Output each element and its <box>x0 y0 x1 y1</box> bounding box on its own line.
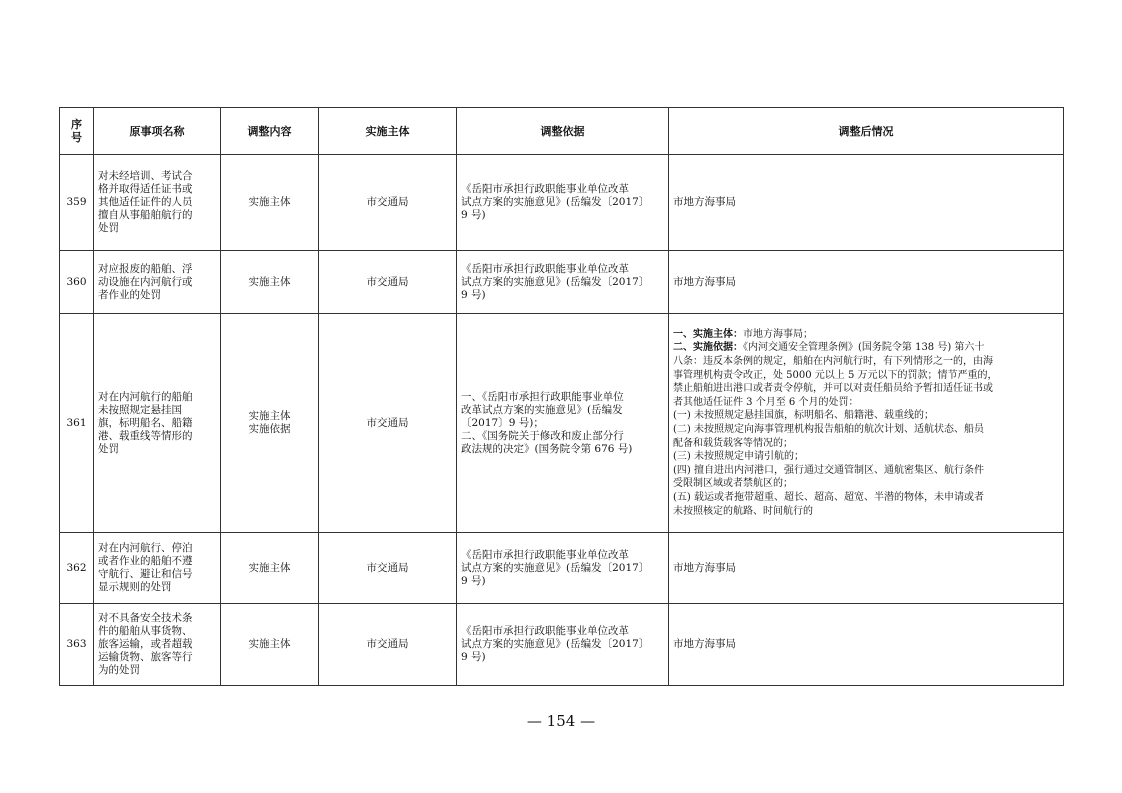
table-row <box>60 251 1064 314</box>
row-name: 对在内河航行的船舶 未按照规定悬挂国 旗，标明船名、船籍 港、载重线等情形的 处罚 <box>94 314 221 533</box>
adjustment-table <box>59 107 1064 686</box>
row-name: 对应报废的船舶、浮 动设施在内河航行或 者作业的处罚 <box>94 251 221 314</box>
row-basis: 一、《岳阳市承担行政职能事业单位 改革试点方案的实施意见》(岳编发 〔2017〕9 号)； 二、《国务院关于修改和废止部分行 政法规的决定》(国务院令第 676 号) <box>457 314 669 533</box>
page-number: — 154 — <box>526 712 596 730</box>
row-seq: 360 <box>60 251 94 314</box>
row-content: 实施主体 <box>221 251 319 314</box>
col-header-after: 调整后情况 <box>669 108 1064 155</box>
row-basis: 《岳阳市承担行政职能事业单位改革 试点方案的实施意见》(岳编发〔2017〕 9 号) <box>457 251 669 314</box>
after-heading-subject: 一、实施主体： <box>673 328 743 340</box>
row-after: 市地方海事局 <box>669 155 1064 251</box>
row-subject: 市交通局 <box>319 155 457 251</box>
row-subject: 市交通局 <box>319 533 457 604</box>
row-content: 实施主体 <box>221 604 319 686</box>
table-row <box>60 533 1064 604</box>
col-header-basis: 调整依据 <box>457 108 669 155</box>
row-name: 对未经培训、考试合 格并取得适任证书或 其他适任证件的人员 擅自从事船舶航行的 处罚 <box>94 155 221 251</box>
table-row <box>60 604 1064 686</box>
col-header-subject: 实施主体 <box>319 108 457 155</box>
row-basis: 《岳阳市承担行政职能事业单位改革 试点方案的实施意见》(岳编发〔2017〕 9 号) <box>457 533 669 604</box>
row-seq: 363 <box>60 604 94 686</box>
col-header-content: 调整内容 <box>221 108 319 155</box>
row-content: 实施主体 <box>221 155 319 251</box>
col-header-name: 原事项名称 <box>94 108 221 155</box>
col-header-seq: 序 号 <box>60 108 94 155</box>
row-seq: 361 <box>60 314 94 533</box>
row-name: 对不具备安全技术条 件的船舶从事货物、 旅客运输，或者超载 运输货物、旅客等行 为的处罚 <box>94 604 221 686</box>
row-after: 市地方海事局 <box>669 251 1064 314</box>
row-subject: 市交通局 <box>319 314 457 533</box>
row-seq: 362 <box>60 533 94 604</box>
row-after-detailed: 一、实施主体：市地方海事局； 二、实施依据：《内河交通安全管理条例》(国务院令第 138 号) 第六十 八条：违反本条例的规定，船舶在内河航行时，有下列情形之一的，由海 事管理机构责令改正，处 5000 元以上 5 万元以下的罚款；情节严重的， 禁止船舶进出港口或者责令停航，并可以对责任船员给予暂扣适任证书或 者其他适任证件 3 个月至 6 个月的处罚： (一) 未按照规定悬挂国旗，标明船名、船籍港、载重线的； (二) 未按照规定向海事管理机构报告船舶的航次计划、适航状态、船员 配备和载货载客等情况的； (三) 未按照规定申请引航的； (四) 擅自进出内河港口，强行通过交通管制区、通航密集区、航行条件 受限制区域或者禁航区的； (五) 载运或者拖带超重、超长、超高、超宽、半潜的物体，未申请或者 未按照核定的航路、时间航行的 <box>669 314 1064 533</box>
row-basis: 《岳阳市承担行政职能事业单位改革 试点方案的实施意见》(岳编发〔2017〕 9 号) <box>457 604 669 686</box>
after-heading-basis: 二、实施依据： <box>673 342 743 354</box>
table-row <box>60 155 1064 251</box>
row-content: 实施主体 <box>221 533 319 604</box>
row-subject: 市交通局 <box>319 251 457 314</box>
row-seq: 359 <box>60 155 94 251</box>
row-after: 市地方海事局 <box>669 604 1064 686</box>
row-basis: 《岳阳市承担行政职能事业单位改革 试点方案的实施意见》(岳编发〔2017〕 9 号) <box>457 155 669 251</box>
header-row <box>60 108 1064 155</box>
row-content: 实施主体 实施依据 <box>221 314 319 533</box>
row-subject: 市交通局 <box>319 604 457 686</box>
row-name: 对在内河航行、停泊 或者作业的船舶不遵 守航行、避让和信号 显示规则的处罚 <box>94 533 221 604</box>
row-after: 市地方海事局 <box>669 533 1064 604</box>
table-row <box>60 314 1064 533</box>
